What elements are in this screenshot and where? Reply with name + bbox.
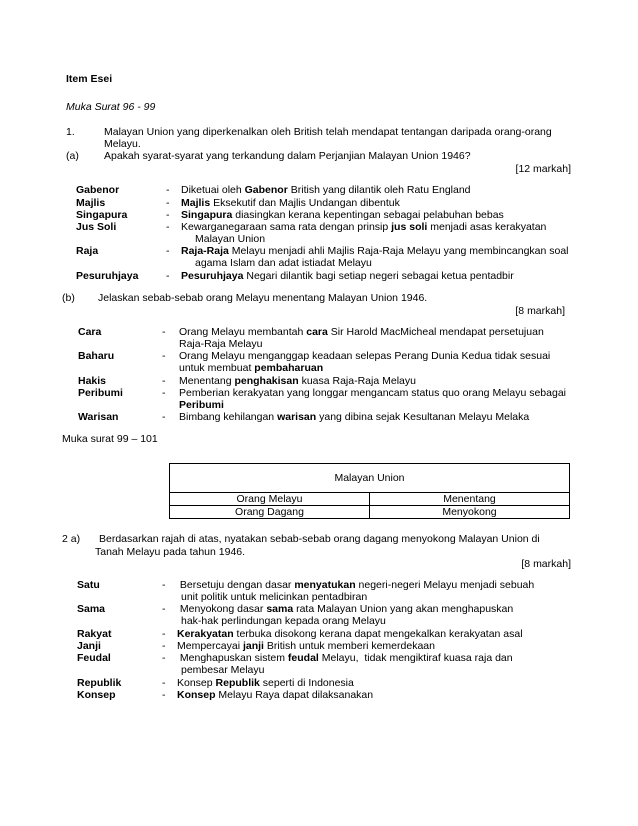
dash: - [162,640,166,652]
dash: - [162,387,166,399]
dash: - [162,350,166,362]
term-jus-soli: Jus Soli [76,221,117,233]
term-singapura: Singapura [76,209,128,221]
dash: - [162,689,166,701]
term-gabenor: Gabenor [76,184,120,196]
dash: - [162,677,166,689]
answer-republik: Konsep Republik seperti di Indonesia [177,677,354,689]
answer-konsep: Konsep Melayu Raya dapat dilaksanakan [177,689,374,701]
answer-raja-cont: agama Islam dan adat istiadat Melayu [195,257,372,269]
term-janji: Janji [77,640,101,652]
question-1b-text: Jelaskan sebab-sebab orang Melayu menentang Malayan Union 1946. [98,292,428,304]
answer-peribumi-cont: Peribumi [179,399,224,411]
answer-warisan: Bimbang kehilangan warisan yang dibina sejak Kesultanan Melayu Melaka [179,411,530,423]
term-hakis: Hakis [78,375,107,387]
term-satu: Satu [77,579,100,591]
question-1-number: 1. [66,126,75,138]
question-1b-marks: [8 markah] [515,305,565,317]
dash: - [162,628,166,640]
term-peribumi: Peribumi [78,387,123,399]
answer-rakyat: Kerakyatan terbuka disokong kerana dapat mengekalkan kerakyatan asal [177,628,523,640]
answer-singapura: Singapura diasingkan kerana kepentingan sebagai pelabuhan bebas [181,209,504,221]
dash: - [162,579,166,591]
table-title: Malayan Union [170,464,570,493]
page-range-2: Muka surat 99 – 101 [62,433,158,445]
answer-cara-cont: Raja-Raja Melayu [179,338,263,350]
dash: - [162,375,166,387]
term-konsep: Konsep [77,689,116,701]
term-baharu: Baharu [78,350,115,362]
answer-sama-cont: hak-hak perlindungan kepada orang Melayu [181,615,386,627]
question-1a-label: (a) [66,150,79,162]
term-feudal: Feudal [77,652,111,664]
dash: - [162,326,166,338]
question-1-line-2: Melayu. [104,138,141,150]
dash: - [166,245,170,257]
term-warisan: Warisan [78,411,119,423]
malayan-union-table [169,463,570,519]
dash: - [162,411,166,423]
answer-raja: Raja-Raja Melayu menjadi ahli Majlis Raja-Raja Melayu yang membincangkan soal [181,245,569,257]
dash: - [162,603,166,615]
table-row [170,493,570,506]
question-2a-line-2: Tanah Melayu pada tahun 1946. [95,546,246,558]
answer-feudal-cont: pembesar Melayu [181,664,265,676]
term-sama: Sama [77,603,106,615]
answer-jus-soli-cont: Malayan Union [195,233,266,245]
answer-pesuruhjaya: Pesuruhjaya Negari dilantik bagi setiap negeri sebagai ketua pentadbir [181,270,514,282]
page-range-1: Muka Surat 96 - 99 [66,101,156,113]
answer-majlis: Majlis Eksekutif dan Majlis Undangan dibentuk [181,197,400,209]
answer-sama: Menyokong dasar sama rata Malayan Union yang akan menghapuskan [177,603,514,615]
term-cara: Cara [78,326,102,338]
term-rakyat: Rakyat [77,628,112,640]
question-1b-label: (b) [62,292,75,304]
answer-peribumi: Pemberian kerakyatan yang longgar mengancam status quo orang Melayu sebagai [179,387,566,399]
answer-janji: Mempercayai janji British untuk memberi kemerdekaan [177,640,435,652]
dash: - [166,184,170,196]
answer-hakis: Menentang penghakisan kuasa Raja-Raja Melayu [179,375,416,387]
question-1-line-1: Malayan Union yang diperkenalkan oleh British telah mendapat tentangan daripada orang-orang [104,126,552,138]
question-2a-line-1: Berdasarkan rajah di atas, nyatakan sebab-sebab orang dagang menyokong Malayan Union di [99,533,540,545]
table-cell: Orang Melayu [170,493,370,506]
term-pesuruhjaya: Pesuruhjaya [76,270,139,282]
answer-baharu-cont: untuk membuat pembaharuan [179,362,324,374]
answer-cara: Orang Melayu membantah cara Sir Harold MacMicheal mendapat persetujuan [179,326,544,338]
dash: - [166,270,170,282]
answer-satu: Bersetuju dengan dasar menyatukan negeri-negeri Melayu menjadi sebuah [177,579,535,591]
table-cell: Menyokong [370,506,570,519]
answer-feudal: Menghapuskan sistem feudal Melayu, tidak mengiktiraf kuasa raja dan [177,652,513,664]
answer-jus-soli: Kewarganegaraan sama rata dengan prinsip jus soli menjadi asas kerakyatan [181,221,547,233]
question-1a-text: Apakah syarat-syarat yang terkandung dalam Perjanjian Malayan Union 1946? [104,150,471,162]
dash: - [166,197,170,209]
dash: - [162,652,166,664]
dash: - [166,221,170,233]
question-2a-label: 2 a) [62,533,81,545]
answer-satu-cont: unit politik untuk melicinkan pentadbiran [181,591,368,603]
term-raja: Raja [76,245,99,257]
table-cell: Orang Dagang [170,506,370,519]
question-2a-marks: [8 markah] [521,558,571,570]
term-majlis: Majlis [76,197,106,209]
table-cell: Menentang [370,493,570,506]
answer-gabenor: Diketuai oleh Gabenor British yang dilantik oleh Ratu England [181,184,471,196]
term-republik: Republik [77,677,122,689]
answer-baharu: Orang Melayu menganggap keadaan selepas Perang Dunia Kedua tidak sesuai [179,350,551,362]
table-row [170,506,570,519]
dash: - [166,209,170,221]
question-1a-marks: [12 markah] [515,163,571,175]
section-heading: Item Esei [66,73,113,85]
